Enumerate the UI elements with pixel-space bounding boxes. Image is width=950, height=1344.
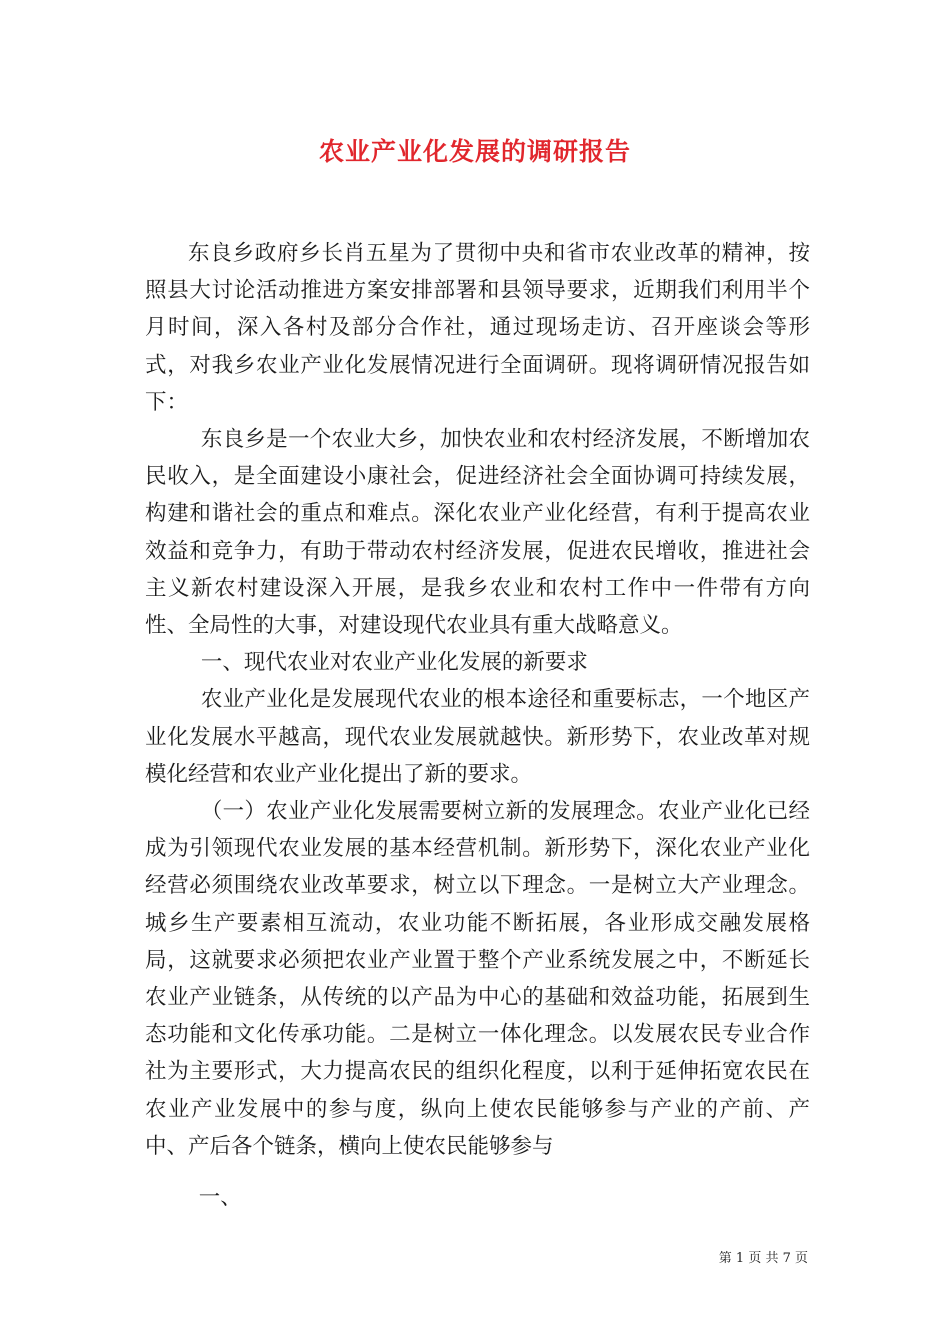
document-title: 农业产业化发展的调研报告 — [318, 137, 631, 166]
paragraph-subsection-1: （一）农业产业化发展需要树立新的发展理念。农业产业化已经成为引领现代农业发展的基本经营机制。新形势下，深化农业产业化经营必须围绕农业改革要求，树立以下理念。一是树立大产业理念。城乡生产要素相互流动，农业功能不断拓展，各业形成交融发展格局，这就要求必须把农业产业置于整个产业系统发展之中，不断延长农业产业链条，从传统的以产品为中心的基础和效益功能，拓展到生态功能和文化传承功能。二是树立一体化理念。以发展农民专业合作社为主要形式，大力提高农民的组织化程度，以利于延伸拓宽农民在农业产业发展中的参与度，纵向上使农民能够参与产业的产前、产中、产后各个链条，横向上使农民能够参与 — [145, 799, 810, 1159]
section-marker: 一、 — [198, 1185, 242, 1211]
paragraph-background: 东良乡是一个农业大乡，加快农业和农村经济发展，不断增加农民收入，是全面建设小康社会，促进经济社会全面协调可持续发展，构建和谐社会的重点和难点。深化农业产业化经营，有利于提高农业效益和竞争力，有助于带动农村经济发展，促进农民增收，推进社会主义新农村建设深入开展，是我乡农业和农村工作中一件带有方向性、全局性的大事，对建设现代农业具有重大战略意义。 — [145, 427, 810, 639]
paragraph-overview: 农业产业化是发展现代农业的根本途径和重要标志，一个地区产业化发展水平越高，现代农业发展就越快。新形势下，农业改革对规模化经营和农业产业化提出了新的要求。 — [145, 687, 810, 787]
section-heading: 一、现代农业对农业产业化发展的新要求 — [200, 650, 588, 676]
document-body — [145, 235, 810, 1216]
page-number: 第 1 页 共 7 页 — [718, 1251, 808, 1266]
paragraph-intro: 东良乡政府乡长肖五星为了贯彻中央和省市农业改革的精神，按照县大讨论活动推进方案安排部署和县领导要求，近期我们利用半个月时间，深入各村及部分合作社，通过现场走访、召开座谈会等形式，对我乡农业产业化发展情况进行全面调研。现将调研情况报告如下： — [145, 241, 810, 415]
